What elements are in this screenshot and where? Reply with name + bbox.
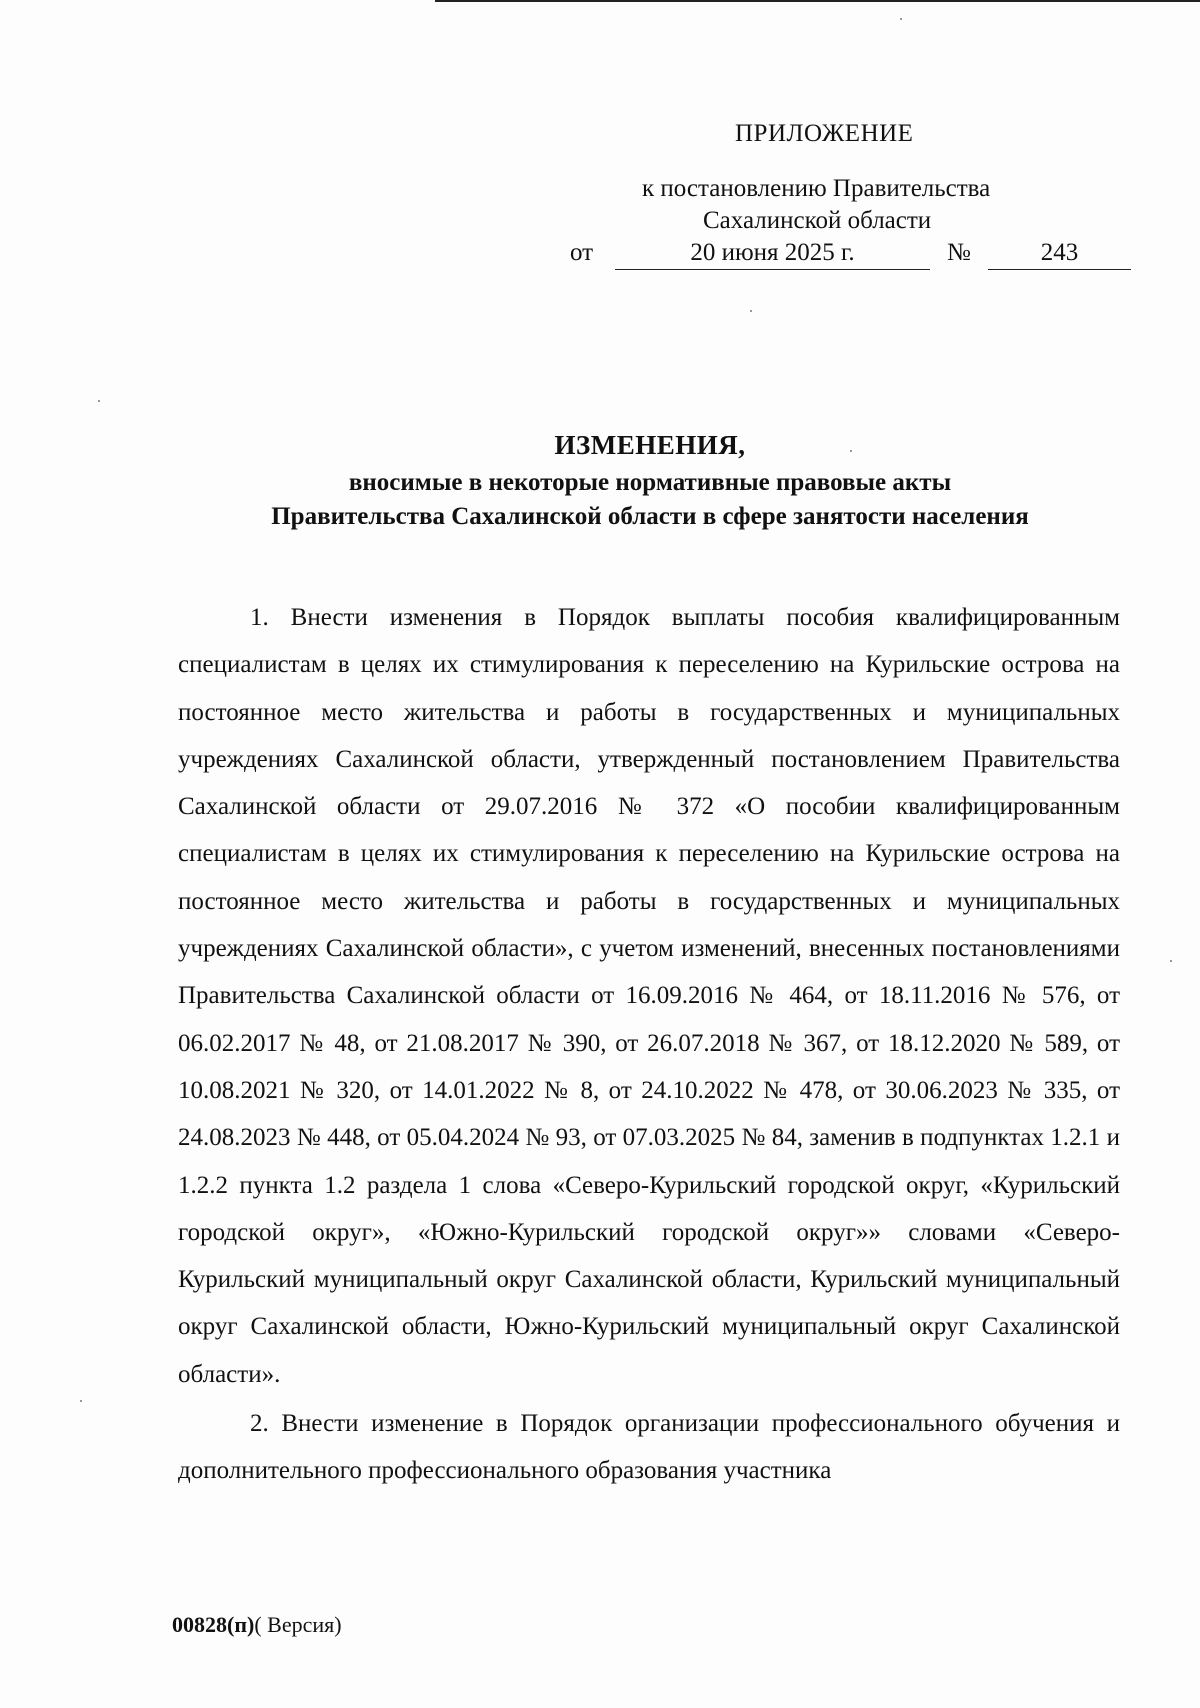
appendix-date-row	[570, 237, 1120, 271]
scan-speck	[1170, 960, 1172, 962]
appendix-reference-line1: к постановлению Правительства	[642, 175, 991, 202]
paragraph-2: 2. Внести изменение в Порядок организации профессионального обучения и дополнительного профессионального образования участника	[178, 1410, 1120, 1485]
scan-speck	[98, 400, 100, 402]
document-heading	[180, 428, 1120, 534]
heading-title: ИЗМЕНЕНИЯ,	[554, 430, 746, 460]
scan-speck	[900, 18, 902, 20]
heading-subtitle-line2: Правительства Сахалинской области в сфере занятости населения	[271, 503, 1029, 530]
decree-number: 243	[988, 237, 1131, 270]
date-prefix: от	[570, 239, 594, 266]
scan-speck	[850, 450, 852, 452]
number-sign: №	[947, 239, 971, 266]
document-footer	[172, 1611, 342, 1639]
scan-speck	[80, 1400, 82, 1402]
document-code: 00828(п)	[172, 1612, 255, 1637]
heading-subtitle-line1: вносимые в некоторые нормативные правовые акты	[348, 469, 952, 496]
appendix-title: ПРИЛОЖЕНИЕ	[735, 120, 914, 147]
scan-speck	[750, 310, 752, 312]
document-body	[178, 594, 1120, 1495]
scan-edge-line	[435, 0, 1200, 2]
decree-date: 20 июня 2025 г.	[615, 237, 930, 270]
paragraph-1: 1. Внести изменения в Порядок выплаты пособия квалифицированным специалистам в целях их стимулирования к переселению на Курильские острова на постоянное место жительства и работы в государственных и муниципальных учреждениях Сахалинской области, утвержденный постановлением Правительства Сахалинской области от 29.07.2016 № 372 «О пособии квалифицированным специалистам в целях их стимулирования к переселению на Курильские острова на постоянное место жительства и работы в государственных и муниципальных учреждениях Сахалинской области», с учетом изменений, внесенных постановлениями Правительства Сахалинской области от 16.09.2016 № 464, от 18.11.2016 № 576, от 06.02.2017 № 48, от 21.08.2017 № 390, от 26.07.2018 № 367, от 18.12.2020 № 589, от 10.08.2021 № 320, от 14.01.2022 № 8, от 24.10.2022 № 478, от 30.06.2023 № 335, от 24.08.2023 № 448, от 05.04.2024 № 93, от 07.03.2025 № 84, заменив в подпунктах 1.2.1 и 1.2.2 пункта 1.2 раздела 1 слова «Северо-Курильский городской округ, «Курильский городской округ», «Южно-Курильский городской округ»» словами «Северо-Курильский муниципальный округ Сахалинской области, Курильский муниципальный округ Сахалинской области, Южно-Курильский муниципальный округ Сахалинской области».	[178, 604, 1120, 1388]
appendix-reference-line2: Сахалинской области	[703, 207, 932, 234]
document-version: ( Версия)	[254, 1612, 342, 1637]
